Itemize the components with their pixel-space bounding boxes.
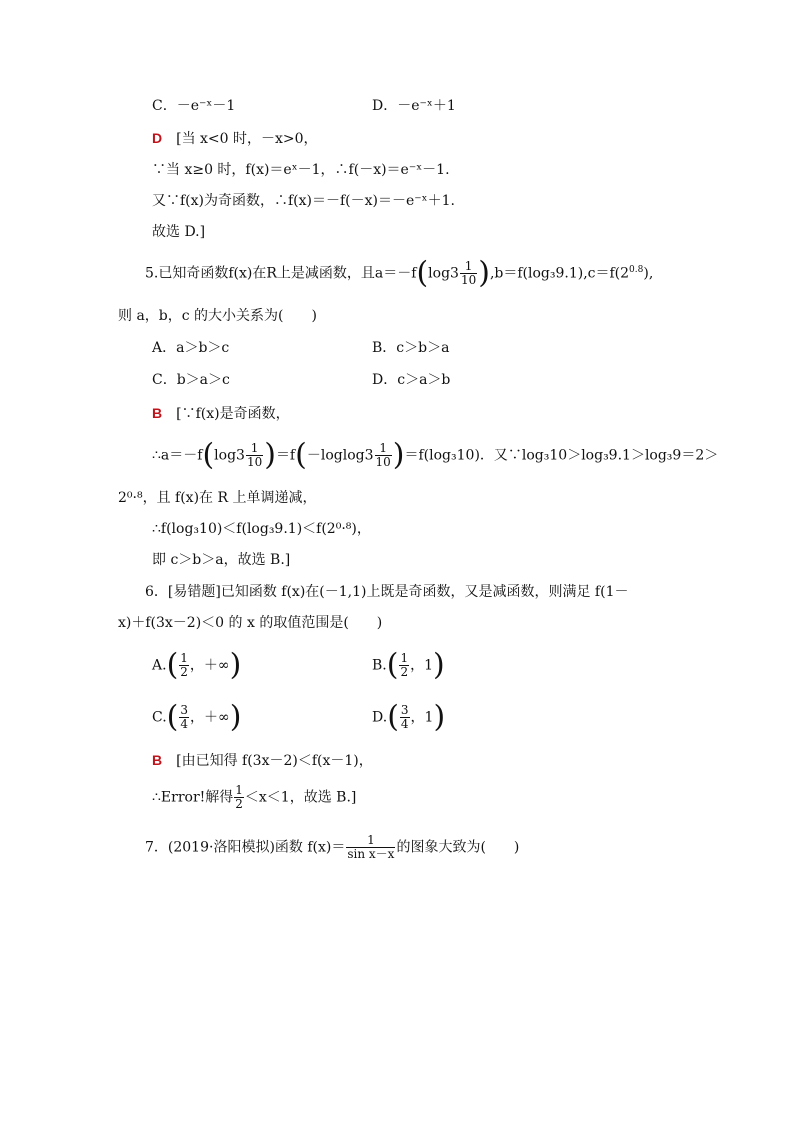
solution-text: ∴a＝－f — [152, 447, 203, 464]
solution-text: ∴Error!解得 — [152, 789, 234, 806]
option-c: C.( $\frac{3}{4}$ ，＋∞) — [152, 699, 242, 735]
stem-text: 7．(2019·洛阳模拟)函数 f(x)＝ — [145, 839, 346, 856]
solution-line — [152, 403, 290, 424]
solution-line: 2⁰·⁸，且 f(x)在 R 上单调递减， — [118, 490, 317, 506]
option-d: D.( $\frac{3}{4}$ ，1) — [372, 699, 446, 735]
fraction: $\frac{1}{10}$ — [246, 441, 263, 469]
solution-text: ＝f — [275, 447, 296, 464]
solution-line: 又∵f(x)为奇函数，∴f(x)＝－f(－x)＝－e⁻ˣ＋1. — [152, 193, 455, 209]
stem-text: 5.已知奇函数f(x)在R上是减函数，且a＝－f — [145, 265, 417, 282]
stem-text: ,b＝f(log₃9.1),c＝f(2 — [489, 265, 630, 282]
solution-line — [152, 750, 373, 771]
stem-text: ), — [643, 265, 654, 282]
option-a: A．a＞b＞c — [152, 340, 230, 356]
option-d: D．－e⁻ˣ＋1 — [372, 98, 456, 114]
solution-line: 即 c＞b＞a，故选 B.] — [152, 552, 291, 568]
answer-letter: B — [152, 752, 163, 768]
solution-line — [152, 128, 318, 149]
solution-line: 故选 D.] — [152, 224, 206, 240]
answer-letter: D — [152, 130, 163, 146]
solution-line — [152, 784, 356, 811]
exponent: 0.8 — [629, 265, 644, 275]
solution-line: ∴a＝－f(log3 $\frac{1}{10}$ )＝f(－loglog3 $\frac{1}{10}$ )＝f(log₃10)．又∵log₃10＞log₃9.1＞log₃9＝2＞ — [152, 437, 719, 473]
log-text: log3 — [342, 447, 374, 464]
question-6-stem: 6．[易错题]已知函数 f(x)在(－1,1)上既是奇函数，又是减函数，则满足 f(1－ — [145, 584, 629, 600]
solution-text: ＝f(log₃10)．又∵log₃10＞log₃9.1＞log₃9＝2＞ — [404, 447, 719, 464]
solution-text: ＜x＜1，故选 B.] — [244, 789, 357, 806]
option-c: C．b＞a＞c — [152, 372, 230, 388]
answer-letter: B — [152, 405, 163, 421]
question-5-stem: 5.已知奇函数f(x)在R上是减函数，且a＝－f(log3 $\frac{1}{10}$ )$,b=f(\log_39.1),c=f(2^{0.8})$, — [145, 255, 654, 291]
log-text: log3 — [428, 265, 459, 282]
fraction: $\frac{1}{2}$ — [235, 783, 243, 811]
solution-line: ∴f(log₃10)＜f(log₃9.1)＜f(2⁰·⁸)， — [152, 521, 371, 537]
question-6-stem-2: x)＋f(3x－2)＜0 的 x 的取值范围是( ) — [118, 615, 383, 631]
fraction: $\frac{1}{\text{sin x－x}}$ — [347, 833, 395, 861]
option-b: B.( $\frac{1}{2}$ ，1) — [372, 647, 445, 683]
fraction: $\frac{1}{10}$ — [460, 259, 477, 288]
log-text: log3 — [214, 447, 245, 464]
option-b: B．c＞b＞a — [372, 340, 450, 356]
solution-text: －log — [306, 447, 343, 464]
option-c: C．－e⁻ˣ－1 — [152, 98, 236, 114]
option-a: A.( $\frac{1}{2}$ ，＋∞) — [152, 647, 242, 683]
question-5-stem-2: 则 a，b，c 的大小关系为( ) — [118, 308, 317, 324]
solution-text: [∵f(x)是奇函数， — [176, 406, 290, 422]
fraction: $\frac{1}{10}$ — [375, 441, 391, 469]
option-d: D．c＞a＞b — [372, 372, 451, 388]
solution-line: ∵当 x≥0 时，f(x)＝eˣ－1，∴f(－x)＝e⁻ˣ－1. — [152, 162, 450, 178]
solution-text: [当 x<0 时，－x>0， — [176, 131, 318, 147]
stem-text: 的图象大致为( ) — [396, 839, 520, 856]
solution-text: [由已知得 f(3x－2)＜f(x－1)， — [176, 753, 373, 769]
question-7-stem — [145, 834, 519, 861]
